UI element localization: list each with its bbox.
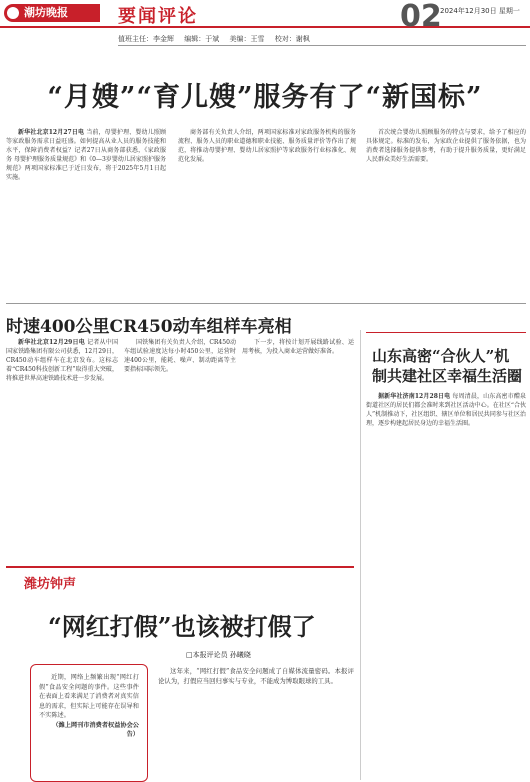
column-body [158, 666, 354, 778]
article3-text: 每周清晨，山东高密市醴泉街道社区的居民们都会准时来到社区活动中心。在社区“合伙人”机制推动下，社区组织、辖区单位和居民共同参与社区治理，逐步构建起居民身边的幸福生活圈。 [366, 393, 526, 427]
article1-column-1 [6, 128, 166, 298]
issue-date: 2024年12月30日 星期一 [440, 7, 520, 15]
editor-note-signature: （潍上网刊市消费者权益协会公告） [52, 721, 139, 738]
section-title: 要闻评论 [118, 6, 198, 27]
editor-note-box [30, 664, 148, 782]
article1-byline: 新华社北京12月27日电 [18, 129, 85, 136]
article3-byline: 据新华社济南12月28日电 [378, 393, 451, 400]
article3-top-rule [366, 332, 526, 333]
article1-column-3 [366, 128, 526, 298]
article1-rule [6, 303, 526, 304]
article1-text-3: 首次统合婴幼儿照顾服务的特点与要求，给予了相应的具体规定。标准的发布，为家政企业提供了服务依据，也为消费者选择服务提供参考，有助于提升服务质量，更好满足人民群众美好生活需要。 [366, 129, 526, 163]
column-banner: 潍坊钟声 [24, 577, 77, 592]
article1-text-2: 商务部有关负责人介绍，两项国家标准对家政服务机构的服务流程、服务人员的职业道德和职业技能、服务质量评价等作出了规范，将推动母婴护理、婴幼儿居家照护等家政服务行业标准化、规范化发展。 [178, 129, 356, 163]
column-top-rule [6, 566, 354, 568]
header-rule [118, 45, 526, 46]
article2-text-1: 记者从中国国家铁路集团有限公司获悉，12月29日，CR450动车组样车在北京发布。这标志着“CR450科技创新工程”取得重大突破，将推进世界高速铁路技术进一步发展。 [6, 339, 118, 382]
article2-text-2: 国铁集团有关负责人介绍，CR450动车组试验速度达每小时450公里，运营时速400公里，能耗、噪声、制动距离等主要指标国际领先。 [124, 339, 236, 373]
editor-art: 美编：王雪 [229, 35, 265, 43]
article2-column-3 [242, 338, 354, 560]
article2-byline: 新华社北京12月29日电 [18, 339, 85, 346]
article2-column-1 [6, 338, 118, 560]
article1-headline: “月嫂”“育儿嫂”服务有了“新国标” [47, 82, 483, 113]
article2-column-2 [124, 338, 236, 560]
article1-column-2 [178, 128, 356, 298]
page-number: 02 [400, 0, 442, 34]
logo-text: 潮坊晚报 [24, 6, 68, 19]
article1-text-1: 当前，母婴护理、婴幼儿照顾等家政服务需求日益旺盛。如何提高从业人员的服务技能和水平，保障消费者权益？记者27日从商务部获悉，《家政服务 母婴护理服务质量规范》和《0—3岁婴幼儿居家照护服务规范》两项国家标准已于近日发布，将于2025年5月1日起实施。 [6, 129, 166, 181]
editors-line [118, 34, 318, 44]
article3-headline: 山东高密“合伙人”机制共建社区幸福生活圈 [372, 347, 523, 385]
editor-duty: 值班主任：李金辉 [118, 35, 174, 43]
article2-text-3: 下一步，将按计划开展线路试验、运用考核，为投入商业运营做好准备。 [242, 339, 354, 355]
column-headline: “网红打假”也该被打假了 [48, 612, 316, 641]
column-body-text: 这年来，“网红打假”食品安全问题成了自媒体流量密码。本报评论认为，打假应当回归事实与专业，不能成为博取眼球的工具。 [158, 667, 354, 685]
editor-proof: 校对：谢枫 [274, 35, 310, 43]
editor-edit: 编辑：于斌 [184, 35, 220, 43]
article3-column [366, 392, 526, 777]
column-author: □本报评论员 孙曦晓 [186, 651, 251, 659]
editor-note-text: 近期，网络上频繁出现“网红打假”食品安全问题的事件。这些事件在表面上看来满足了消费者对真实信息的需求，但实际上可能存在误导和不实陈述。 [39, 674, 139, 719]
logo-emblem-icon [7, 7, 19, 19]
article2-headline: 时速400公里CR450动车组样车亮相 [6, 317, 292, 337]
column-divider [360, 330, 361, 780]
